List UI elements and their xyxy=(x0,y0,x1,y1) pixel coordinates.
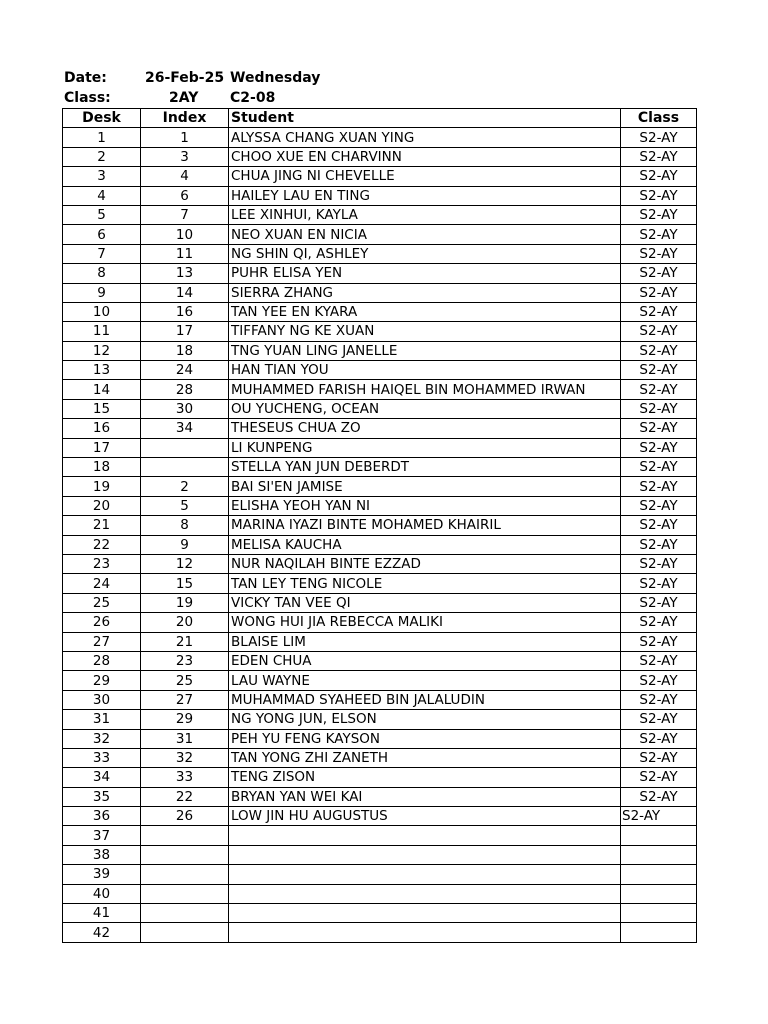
table-row xyxy=(63,787,697,806)
cell-class: S2-AY xyxy=(621,128,697,147)
table-row xyxy=(63,651,697,670)
cell-desk: 5 xyxy=(63,205,141,224)
cell-student: CHOO XUE EN CHARVINN xyxy=(229,147,621,166)
table-row xyxy=(63,458,697,477)
cell-class: S2-AY xyxy=(621,807,697,826)
cell-student: NG SHIN QI, ASHLEY xyxy=(229,244,621,263)
cell-index: 16 xyxy=(141,302,229,321)
table-row xyxy=(63,128,697,147)
cell-student: TNG YUAN LING JANELLE xyxy=(229,341,621,360)
seating-table xyxy=(62,108,697,943)
cell-desk: 31 xyxy=(63,710,141,729)
cell-student: PEH YU FENG KAYSON xyxy=(229,729,621,748)
cell-class: S2-AY xyxy=(621,593,697,612)
cell-index: 17 xyxy=(141,322,229,341)
cell-student: HAN TIAN YOU xyxy=(229,361,621,380)
cell-index: 10 xyxy=(141,225,229,244)
cell-student: TENG ZISON xyxy=(229,768,621,787)
cell-class: S2-AY xyxy=(621,283,697,302)
cell-index xyxy=(141,826,229,845)
table-row xyxy=(63,496,697,515)
table-row xyxy=(63,399,697,418)
cell-index: 15 xyxy=(141,574,229,593)
cell-desk: 16 xyxy=(63,419,141,438)
cell-desk: 10 xyxy=(63,302,141,321)
table-row xyxy=(63,884,697,903)
table-row xyxy=(63,167,697,186)
cell-index: 7 xyxy=(141,205,229,224)
cell-class: S2-AY xyxy=(621,729,697,748)
table-row xyxy=(63,341,697,360)
cell-class: S2-AY xyxy=(621,554,697,573)
cell-index: 11 xyxy=(141,244,229,263)
cell-index xyxy=(141,865,229,884)
cell-student: TAN YONG ZHI ZANETH xyxy=(229,748,621,767)
cell-student: NUR NAQILAH BINTE EZZAD xyxy=(229,554,621,573)
header-class-value: 2AY xyxy=(169,90,199,106)
cell-student: WONG HUI JIA REBECCA MALIKI xyxy=(229,613,621,632)
cell-desk: 33 xyxy=(63,748,141,767)
cell-student: LEE XINHUI, KAYLA xyxy=(229,205,621,224)
cell-index: 25 xyxy=(141,671,229,690)
cell-desk: 23 xyxy=(63,554,141,573)
cell-index xyxy=(141,458,229,477)
cell-index: 14 xyxy=(141,283,229,302)
cell-student: LI KUNPENG xyxy=(229,438,621,457)
cell-student: MARINA IYAZI BINTE MOHAMED KHAIRIL xyxy=(229,516,621,535)
cell-desk: 38 xyxy=(63,845,141,864)
column-header-student: Student xyxy=(229,109,621,128)
cell-index: 21 xyxy=(141,632,229,651)
table-row xyxy=(63,923,697,942)
cell-index: 27 xyxy=(141,690,229,709)
cell-class: S2-AY xyxy=(621,787,697,806)
cell-index: 18 xyxy=(141,341,229,360)
cell-index: 32 xyxy=(141,748,229,767)
table-row xyxy=(63,186,697,205)
cell-student: NEO XUAN EN NICIA xyxy=(229,225,621,244)
table-row xyxy=(63,380,697,399)
cell-desk: 1 xyxy=(63,128,141,147)
table-row xyxy=(63,729,697,748)
cell-index: 5 xyxy=(141,496,229,515)
cell-index: 23 xyxy=(141,651,229,670)
cell-desk: 9 xyxy=(63,283,141,302)
table-body xyxy=(63,128,697,942)
cell-student: EDEN CHUA xyxy=(229,651,621,670)
cell-index xyxy=(141,845,229,864)
cell-student: SIERRA ZHANG xyxy=(229,283,621,302)
column-header-index: Index xyxy=(141,109,229,128)
cell-student: HAILEY LAU EN TING xyxy=(229,186,621,205)
table-row xyxy=(63,283,697,302)
cell-student: STELLA YAN JUN DEBERDT xyxy=(229,458,621,477)
cell-index: 30 xyxy=(141,399,229,418)
cell-desk: 39 xyxy=(63,865,141,884)
cell-desk: 14 xyxy=(63,380,141,399)
table-row xyxy=(63,225,697,244)
cell-student: THESEUS CHUA ZO xyxy=(229,419,621,438)
cell-student: LAU WAYNE xyxy=(229,671,621,690)
cell-class xyxy=(621,923,697,942)
cell-index xyxy=(141,904,229,923)
cell-index: 13 xyxy=(141,264,229,283)
cell-class xyxy=(621,865,697,884)
table-row xyxy=(63,845,697,864)
cell-class: S2-AY xyxy=(621,322,697,341)
table-row xyxy=(63,554,697,573)
cell-desk: 17 xyxy=(63,438,141,457)
cell-student xyxy=(229,865,621,884)
cell-student: VICKY TAN VEE QI xyxy=(229,593,621,612)
cell-index: 28 xyxy=(141,380,229,399)
header-date-value: 26-Feb-25 xyxy=(145,70,225,86)
cell-index: 9 xyxy=(141,535,229,554)
header-day: Wednesday xyxy=(230,70,321,86)
table-row xyxy=(63,613,697,632)
cell-student xyxy=(229,845,621,864)
table-row xyxy=(63,865,697,884)
cell-class xyxy=(621,884,697,903)
cell-desk: 7 xyxy=(63,244,141,263)
cell-desk: 21 xyxy=(63,516,141,535)
cell-class: S2-AY xyxy=(621,535,697,554)
cell-student: MELISA KAUCHA xyxy=(229,535,621,554)
cell-class: S2-AY xyxy=(621,574,697,593)
table-row xyxy=(63,807,697,826)
cell-student: MUHAMMED FARISH HAIQEL BIN MOHAMMED IRWAN xyxy=(229,380,621,399)
header-room: C2-08 xyxy=(230,90,276,106)
table-row xyxy=(63,593,697,612)
cell-student: ELISHA YEOH YAN NI xyxy=(229,496,621,515)
cell-index: 19 xyxy=(141,593,229,612)
cell-index: 20 xyxy=(141,613,229,632)
table-row xyxy=(63,477,697,496)
cell-index: 3 xyxy=(141,147,229,166)
cell-desk: 13 xyxy=(63,361,141,380)
table-row xyxy=(63,516,697,535)
table-row xyxy=(63,826,697,845)
table-row xyxy=(63,244,697,263)
cell-student: PUHR ELISA YEN xyxy=(229,264,621,283)
cell-desk: 24 xyxy=(63,574,141,593)
header-date-label: Date: xyxy=(64,70,107,86)
cell-class xyxy=(621,845,697,864)
cell-desk: 36 xyxy=(63,807,141,826)
cell-student: BRYAN YAN WEI KAI xyxy=(229,787,621,806)
cell-index: 26 xyxy=(141,807,229,826)
cell-index xyxy=(141,884,229,903)
cell-desk: 26 xyxy=(63,613,141,632)
cell-class: S2-AY xyxy=(621,225,697,244)
cell-class: S2-AY xyxy=(621,186,697,205)
cell-index: 6 xyxy=(141,186,229,205)
cell-student: BLAISE LIM xyxy=(229,632,621,651)
cell-desk: 25 xyxy=(63,593,141,612)
cell-desk: 27 xyxy=(63,632,141,651)
cell-class: S2-AY xyxy=(621,496,697,515)
table-row xyxy=(63,302,697,321)
cell-desk: 6 xyxy=(63,225,141,244)
cell-student: TAN LEY TENG NICOLE xyxy=(229,574,621,593)
cell-index: 29 xyxy=(141,710,229,729)
table-row xyxy=(63,632,697,651)
cell-desk: 19 xyxy=(63,477,141,496)
cell-class: S2-AY xyxy=(621,632,697,651)
table-row xyxy=(63,690,697,709)
header-class-label: Class: xyxy=(64,90,111,106)
cell-class: S2-AY xyxy=(621,167,697,186)
cell-student: OU YUCHENG, OCEAN xyxy=(229,399,621,418)
cell-desk: 32 xyxy=(63,729,141,748)
cell-desk: 2 xyxy=(63,147,141,166)
cell-class xyxy=(621,826,697,845)
table-row xyxy=(63,535,697,554)
cell-class: S2-AY xyxy=(621,341,697,360)
cell-class: S2-AY xyxy=(621,671,697,690)
cell-index xyxy=(141,923,229,942)
table-row xyxy=(63,264,697,283)
table-row xyxy=(63,574,697,593)
table-row xyxy=(63,419,697,438)
cell-desk: 18 xyxy=(63,458,141,477)
cell-class: S2-AY xyxy=(621,264,697,283)
cell-desk: 29 xyxy=(63,671,141,690)
cell-desk: 15 xyxy=(63,399,141,418)
cell-class: S2-AY xyxy=(621,710,697,729)
cell-class: S2-AY xyxy=(621,690,697,709)
cell-class: S2-AY xyxy=(621,458,697,477)
cell-student: NG YONG JUN, ELSON xyxy=(229,710,621,729)
cell-student: TIFFANY NG KE XUAN xyxy=(229,322,621,341)
cell-desk: 3 xyxy=(63,167,141,186)
cell-desk: 8 xyxy=(63,264,141,283)
cell-desk: 4 xyxy=(63,186,141,205)
cell-class: S2-AY xyxy=(621,419,697,438)
cell-index xyxy=(141,438,229,457)
table-row xyxy=(63,748,697,767)
table-row xyxy=(63,322,697,341)
cell-student: ALYSSA CHANG XUAN YING xyxy=(229,128,621,147)
table-row xyxy=(63,768,697,787)
cell-desk: 41 xyxy=(63,904,141,923)
cell-index: 22 xyxy=(141,787,229,806)
table-row xyxy=(63,710,697,729)
cell-student: LOW JIN HU AUGUSTUS xyxy=(229,807,621,826)
cell-desk: 30 xyxy=(63,690,141,709)
cell-desk: 28 xyxy=(63,651,141,670)
cell-class: S2-AY xyxy=(621,205,697,224)
cell-index: 31 xyxy=(141,729,229,748)
cell-class: S2-AY xyxy=(621,244,697,263)
cell-student xyxy=(229,826,621,845)
table-row xyxy=(63,147,697,166)
column-header-desk: Desk xyxy=(63,109,141,128)
cell-desk: 20 xyxy=(63,496,141,515)
cell-student: MUHAMMAD SYAHEED BIN JALALUDIN xyxy=(229,690,621,709)
table-row xyxy=(63,904,697,923)
cell-student xyxy=(229,884,621,903)
cell-class: S2-AY xyxy=(621,748,697,767)
cell-index: 2 xyxy=(141,477,229,496)
table-row xyxy=(63,671,697,690)
cell-index: 4 xyxy=(141,167,229,186)
cell-desk: 11 xyxy=(63,322,141,341)
cell-student: TAN YEE EN KYARA xyxy=(229,302,621,321)
cell-desk: 42 xyxy=(63,923,141,942)
cell-index: 12 xyxy=(141,554,229,573)
cell-index: 33 xyxy=(141,768,229,787)
cell-class: S2-AY xyxy=(621,302,697,321)
cell-student xyxy=(229,923,621,942)
cell-class: S2-AY xyxy=(621,613,697,632)
table-row xyxy=(63,438,697,457)
cell-class: S2-AY xyxy=(621,399,697,418)
cell-index: 8 xyxy=(141,516,229,535)
cell-class: S2-AY xyxy=(621,147,697,166)
cell-class: S2-AY xyxy=(621,477,697,496)
cell-desk: 34 xyxy=(63,768,141,787)
table-header-row xyxy=(63,109,697,128)
cell-class: S2-AY xyxy=(621,438,697,457)
table-row xyxy=(63,361,697,380)
cell-class: S2-AY xyxy=(621,768,697,787)
column-header-class: Class xyxy=(621,109,697,128)
table-row xyxy=(63,205,697,224)
cell-student: CHUA JING NI CHEVELLE xyxy=(229,167,621,186)
cell-student xyxy=(229,904,621,923)
cell-desk: 40 xyxy=(63,884,141,903)
cell-index: 1 xyxy=(141,128,229,147)
cell-class: S2-AY xyxy=(621,516,697,535)
cell-desk: 35 xyxy=(63,787,141,806)
cell-class: S2-AY xyxy=(621,361,697,380)
cell-desk: 22 xyxy=(63,535,141,554)
cell-class: S2-AY xyxy=(621,380,697,399)
cell-class xyxy=(621,904,697,923)
cell-class: S2-AY xyxy=(621,651,697,670)
cell-index: 34 xyxy=(141,419,229,438)
cell-index: 24 xyxy=(141,361,229,380)
cell-student: BAI SI'EN JAMISE xyxy=(229,477,621,496)
cell-desk: 37 xyxy=(63,826,141,845)
cell-desk: 12 xyxy=(63,341,141,360)
